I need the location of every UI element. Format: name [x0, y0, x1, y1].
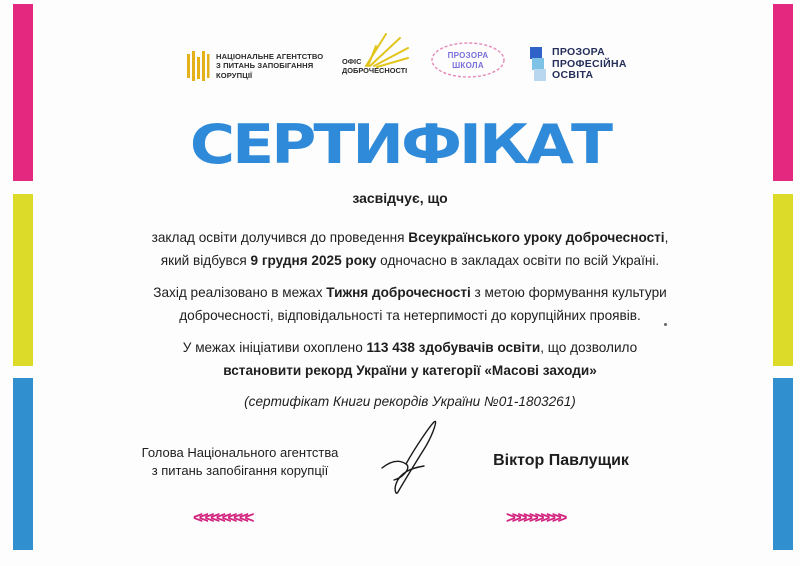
right-band-blue: [773, 378, 793, 550]
chevrons-left-decor: <<<<<<<<<<: [193, 508, 251, 527]
office-logo: [340, 32, 410, 82]
p3-text-a: У межах ініціативи охоплено: [182, 340, 367, 355]
p3-text-d: встановити рекорд України у категорії «Масові заходи»: [223, 363, 597, 378]
p1-text-c: ,: [664, 230, 669, 245]
prozora-line-3: ОСВІТА: [552, 69, 594, 81]
paragraph-participation: [100, 226, 720, 272]
stacked-squares-icon: [528, 47, 548, 81]
paragraph-record: [100, 336, 720, 382]
signatory-name: Віктор Павлущик: [493, 452, 629, 469]
handwritten-signature: [372, 418, 444, 496]
signatory-role-line-1: Голова Національного агентства: [141, 445, 339, 460]
p2-text-c: з метою формування культури: [470, 285, 667, 300]
p1-date: 9 грудня 2025 року: [250, 253, 377, 268]
p3-text-c: , що дозволило: [540, 340, 638, 355]
prozora-line-1: ПРОЗОРА: [552, 46, 605, 58]
p1-text-f: одночасно в закладах освіти по всій Україні.: [376, 253, 660, 268]
left-band-blue: [13, 378, 33, 550]
signatory-role: [120, 444, 360, 480]
office-line-2: ДОБРОЧЕСНОСТІ: [342, 65, 408, 75]
right-band-yellow: [773, 194, 793, 366]
nazk-line-3: КОРУПЦІЇ: [216, 70, 253, 80]
certificate-title: СЕРТИФІКАТ: [189, 113, 611, 176]
p1-text-b: Всеукраїнського уроку доброчесності: [408, 230, 665, 245]
office-line-1: ОФІС: [342, 57, 362, 66]
school-line-1: ПРОЗОРА: [447, 51, 489, 60]
record-certificate-note: (сертифікат Книги рекордів України №01-1803261): [244, 394, 576, 409]
left-band-yellow: [13, 194, 33, 366]
p2-text-a: Захід реалізовано в межах: [153, 285, 327, 300]
p2-text-b: Тижня доброчесності: [326, 285, 471, 300]
prozora-line-2: ПРОФЕСІЙНА: [552, 57, 627, 70]
nazk-logo: [186, 50, 323, 82]
chevrons-right-decor: >>>>>>>>>>: [506, 508, 564, 527]
stray-dot: [664, 323, 667, 326]
signatory-role-line-2: з питань запобігання корупції: [151, 463, 329, 478]
p3-text-b: 113 438 здобувачів освіти: [366, 340, 541, 355]
certificate-subtitle: засвідчує, що: [352, 190, 448, 206]
trident-stripes-icon: [186, 50, 210, 82]
nazk-line-2: З ПИТАНЬ ЗАПОБІГАННЯ: [216, 61, 314, 71]
school-line-2: ШКОЛА: [452, 60, 484, 70]
p1-text-a: заклад освіти долучився до проведення: [151, 230, 409, 245]
nazk-line-1: НАЦІОНАЛЬНЕ АГЕНТСТВО: [216, 51, 324, 61]
school-logo: [429, 40, 509, 82]
p1-text-d: який відбувся: [160, 253, 251, 268]
prozora-logo: [528, 47, 627, 82]
paragraph-purpose: [100, 281, 720, 327]
partner-logos: [0, 32, 800, 92]
p2-text-d: доброчесності, відповідальності та нетерпимості до корупційних проявів.: [179, 308, 641, 323]
